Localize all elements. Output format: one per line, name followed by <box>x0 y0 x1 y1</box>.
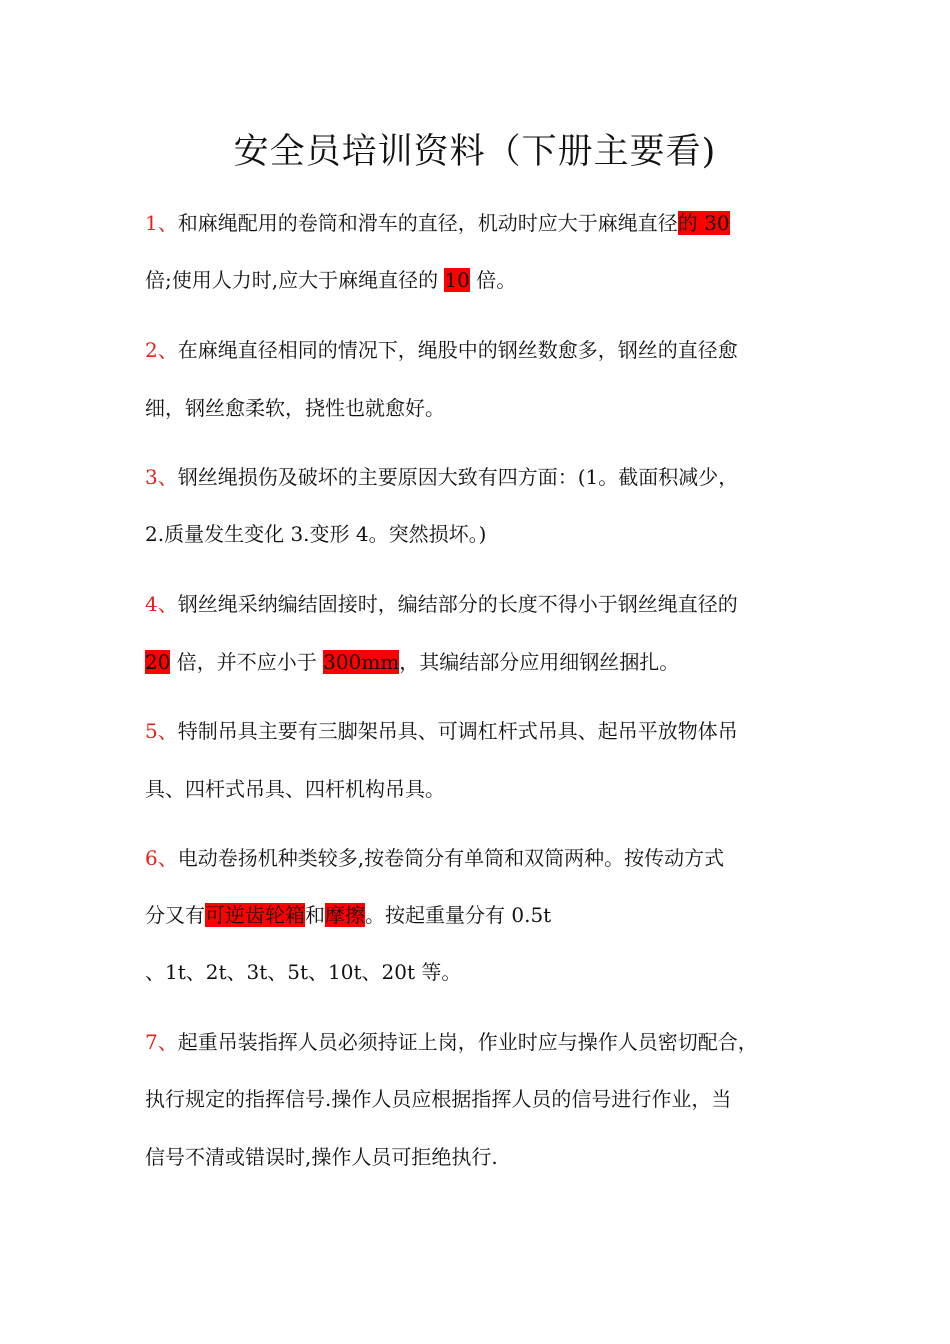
item-text: 和 <box>305 903 325 927</box>
highlighted-text: 20 <box>145 650 171 674</box>
item-text: 和麻绳配用的卷筒和滑车的直径，机动时应大于麻绳直径 <box>177 211 678 235</box>
item-6-line-1 <box>145 843 724 873</box>
item-6-line-2 <box>145 900 551 930</box>
item-1-line-2 <box>145 265 516 295</box>
highlighted-text: 的 30 <box>677 211 730 235</box>
item-text: 。按起重量分有 0.5t <box>365 903 552 927</box>
item-7-line-3 <box>145 1142 498 1172</box>
item-number: 5、 <box>145 719 178 743</box>
item-3-line-1 <box>145 462 738 492</box>
item-text: 倍，并不应小于 <box>170 650 324 674</box>
highlighted-text: 摩擦 <box>325 903 365 927</box>
item-7-line-2 <box>145 1084 731 1114</box>
item-text: 钢丝绳采纳编结固接时，编结部分的长度不得小于钢丝绳直径的 <box>177 592 738 616</box>
item-4-line-2 <box>145 647 679 677</box>
item-number: 1、 <box>145 211 178 235</box>
item-text: 倍。 <box>469 268 517 292</box>
item-number: 4、 <box>145 592 178 616</box>
highlighted-text: 10 <box>444 268 470 292</box>
item-6-line-3 <box>145 957 461 987</box>
item-text: 特制吊具主要有三脚架吊具、可调杠杆式吊具、起吊平放物体吊 <box>177 719 738 743</box>
item-3-line-2 <box>145 519 486 549</box>
item-text: 钢丝绳损伤及破坏的主要原因大致有四方面：(1。截面积减少， <box>177 465 739 489</box>
item-number: 3、 <box>145 465 178 489</box>
item-5-line-1 <box>145 716 738 746</box>
item-text: 具、四杆式吊具、四杆机构吊具。 <box>145 777 445 801</box>
item-number: 2、 <box>145 338 178 362</box>
highlighted-text: 可逆齿轮箱 <box>205 903 305 927</box>
item-2-line-2 <box>145 393 445 423</box>
item-text: 起重吊装指挥人员必须持证上岗，作业时应与操作人员密切配合， <box>177 1030 758 1054</box>
item-number: 6、 <box>145 846 178 870</box>
item-text: 分又有 <box>145 903 205 927</box>
item-text: 在麻绳直径相同的情况下，绳股中的钢丝数愈多，钢丝的直径愈 <box>177 338 738 362</box>
item-5-line-2 <box>145 774 445 804</box>
item-text: ，其编结部分应用细钢丝捆扎。 <box>399 650 680 674</box>
highlighted-text: 300mm <box>323 650 400 674</box>
item-2-line-1 <box>145 335 738 365</box>
document-title: 安全员培训资料（下册主要看) <box>233 132 717 172</box>
item-text: 细，钢丝愈柔软，挠性也就愈好。 <box>145 396 445 420</box>
item-text: 执行规定的指挥信号.操作人员应根据指挥人员的信号进行作业，当 <box>145 1087 732 1111</box>
item-text: 信号不清或错误时,操作人员可拒绝执行. <box>145 1145 498 1169</box>
item-text: 倍;使用人力时,应大于麻绳直径的 <box>145 268 445 292</box>
item-4-line-1 <box>145 589 738 619</box>
item-7-line-1 <box>145 1027 758 1057</box>
item-text: 、1t、2t、3t、5t、10t、20t 等。 <box>145 960 462 984</box>
item-1-line-1 <box>145 208 730 238</box>
item-text: 2.质量发生变化 3.变形 4。突然损坏。) <box>145 522 487 546</box>
item-number: 7、 <box>145 1030 178 1054</box>
item-text: 电动卷扬机种类较多,按卷筒分有单筒和双筒两种。按传动方式 <box>177 846 725 870</box>
